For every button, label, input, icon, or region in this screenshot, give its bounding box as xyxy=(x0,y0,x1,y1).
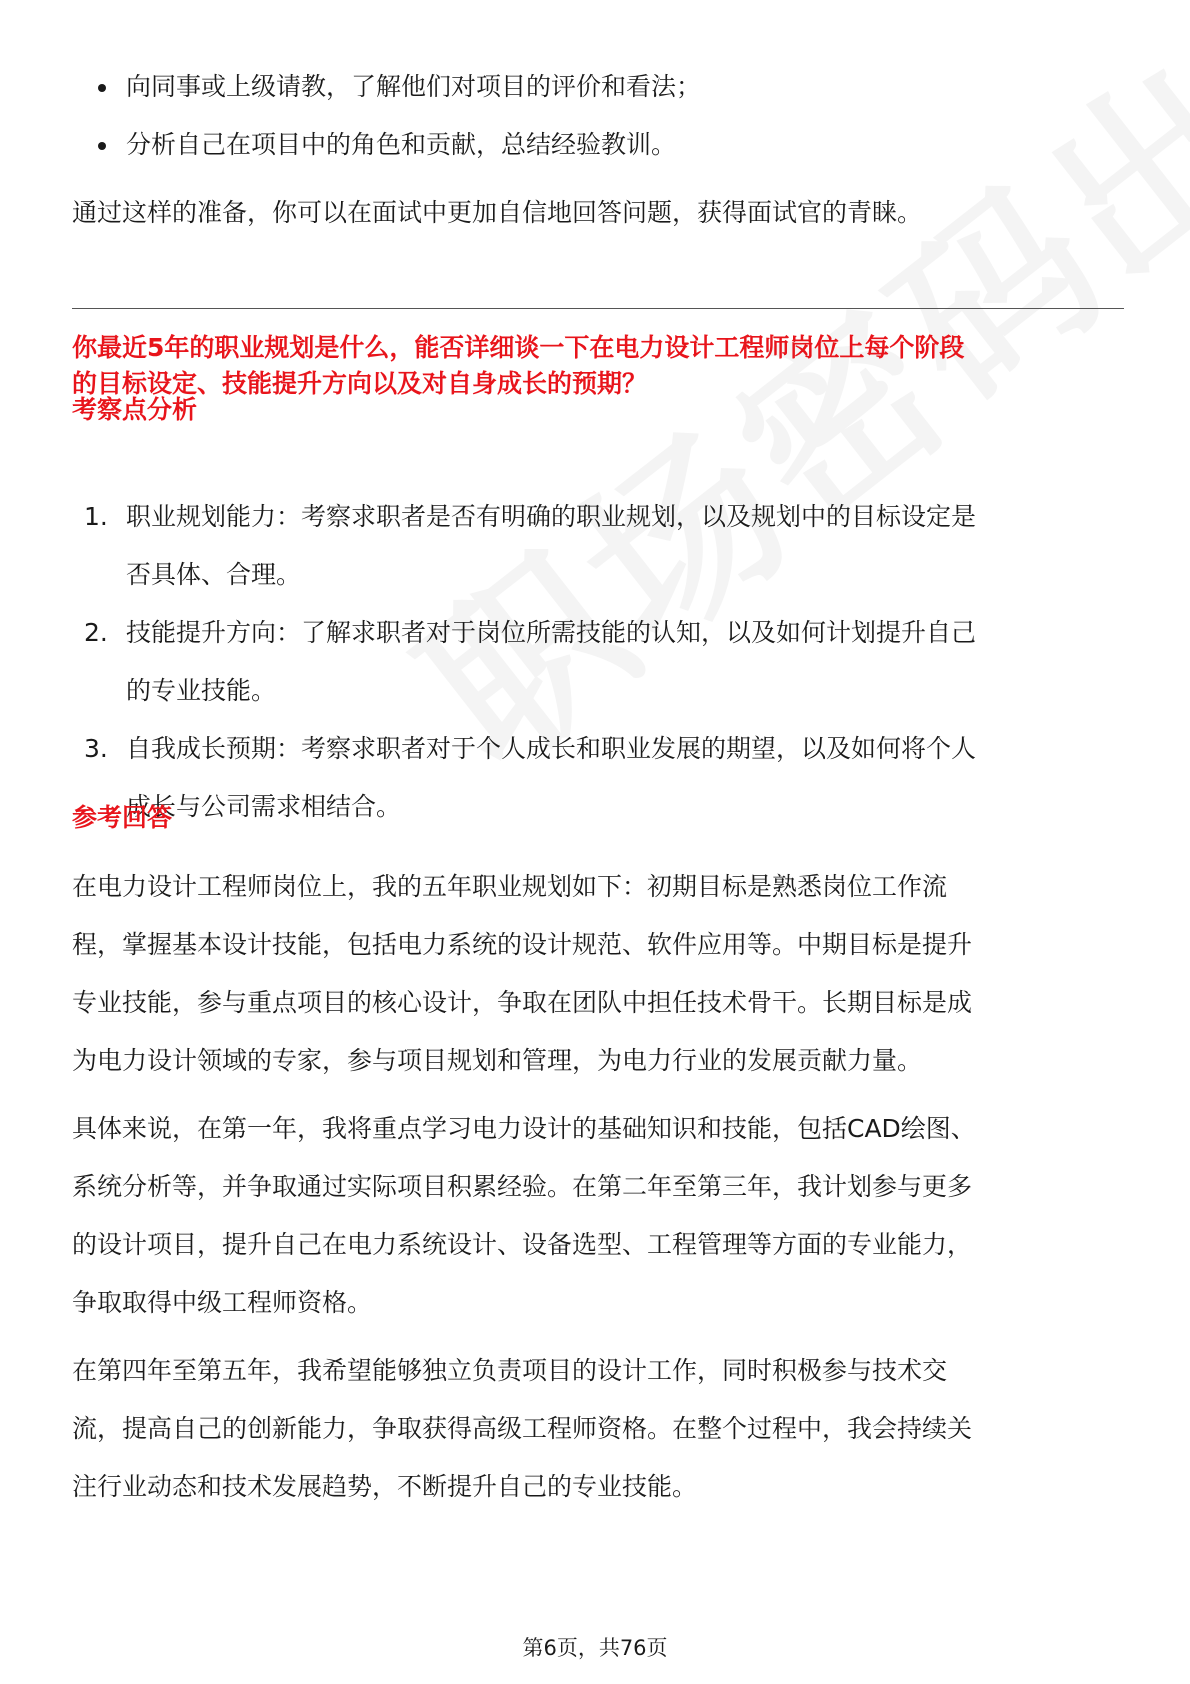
answer-line: 程，掌握基本设计技能，包括电力系统的设计规范、软件应用等。中期目标是提升 xyxy=(72,930,973,959)
item-number: 2. xyxy=(84,618,108,647)
page-number: 第6页，共76页 xyxy=(522,1636,668,1660)
bullet-dot-icon xyxy=(98,84,106,92)
answer-line: 在第四年至第五年，我希望能够独立负责项目的设计工作，同时积极参与技术交 xyxy=(72,1356,948,1385)
item-number: 1. xyxy=(84,502,108,531)
list-item xyxy=(96,58,701,116)
closing-paragraph: 通过这样的准备，你可以在面试中更加自信地回答问题，获得面试官的青睐。 xyxy=(72,198,923,227)
item-text: 成长与公司需求相结合。 xyxy=(126,792,402,821)
list-item xyxy=(96,116,701,174)
bullet-text: 分析自己在项目中的角色和贡献，总结经验教训。 xyxy=(126,130,677,159)
interview-question xyxy=(72,330,1122,402)
analysis-title: 考察点分析 xyxy=(72,395,198,424)
answer-line: 系统分析等，并争取通过实际项目积累经验。在第二年至第三年，我计划参与更多 xyxy=(72,1172,973,1201)
bullet-list xyxy=(96,58,701,174)
item-text: 自我成长预期：考察求职者对于个人成长和职业发展的期望，以及如何将个人 xyxy=(126,734,977,763)
item-text: 否具体、合理。 xyxy=(126,560,302,589)
section-divider xyxy=(72,308,1124,309)
list-item xyxy=(84,488,1124,604)
answer-line: 的设计项目，提升自己在电力系统设计、设备选型、工程管理等方面的专业能力， xyxy=(72,1230,973,1259)
answer-title: 参考回答 xyxy=(72,803,173,832)
answer-line: 流，提高自己的创新能力，争取获得高级工程师资格。在整个过程中，我会持续关 xyxy=(72,1414,973,1443)
answer-paragraph xyxy=(72,1342,1118,1516)
bullet-dot-icon xyxy=(98,142,106,150)
list-item xyxy=(84,720,1124,836)
item-text: 的专业技能。 xyxy=(126,676,277,705)
answer-paragraph xyxy=(72,1100,1118,1332)
answer-line: 为电力设计领域的专家，参与项目规划和管理，为电力行业的发展贡献力量。 xyxy=(72,1046,923,1075)
item-number: 3. xyxy=(84,734,108,763)
answer-line: 争取取得中级工程师资格。 xyxy=(72,1288,373,1317)
bullet-text: 向同事或上级请教，了解他们对项目的评价和看法； xyxy=(126,72,702,101)
item-text: 技能提升方向：了解求职者对于岗位所需技能的认知，以及如何计划提升自己 xyxy=(126,618,977,647)
answer-line: 在电力设计工程师岗位上，我的五年职业规划如下：初期目标是熟悉岗位工作流 xyxy=(72,872,948,901)
answer-line: 具体来说，在第一年，我将重点学习电力设计的基础知识和技能，包括CAD绘图、 xyxy=(72,1114,976,1143)
question-line: 你最近5年的职业规划是什么，能否详细谈一下在电力设计工程师岗位上每个阶段 xyxy=(72,333,965,362)
analysis-list xyxy=(84,488,1124,836)
answer-line: 注行业动态和技术发展趋势，不断提升自己的专业技能。 xyxy=(72,1472,698,1501)
item-text: 职业规划能力：考察求职者是否有明确的职业规划，以及规划中的目标设定是 xyxy=(126,502,977,531)
question-line: 的目标设定、技能提升方向以及对自身成长的预期？ xyxy=(72,369,648,398)
answer-line: 专业技能，参与重点项目的核心设计，争取在团队中担任技术骨干。长期目标是成 xyxy=(72,988,973,1017)
list-item xyxy=(84,604,1124,720)
answer-paragraph xyxy=(72,858,1118,1090)
